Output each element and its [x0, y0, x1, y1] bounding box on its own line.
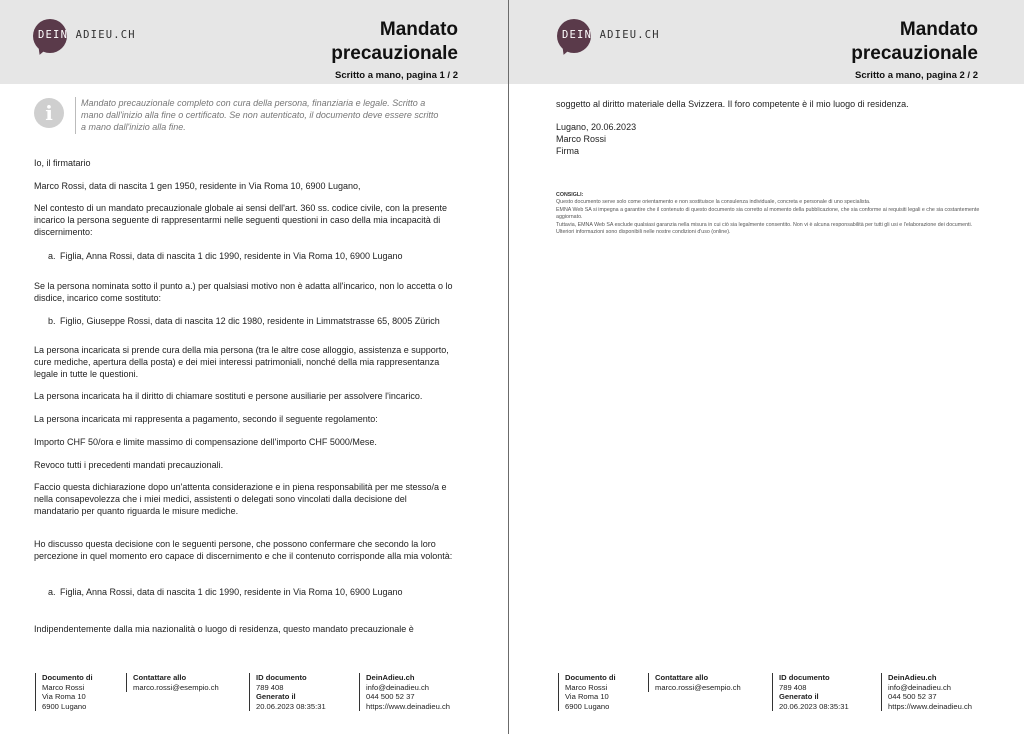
- logo-text-right: ADIEU.CH: [599, 29, 660, 41]
- person-text: Marco Rossi, data di nascita 1 gen 1950, residente in Via Roma 10, 6900 Lugano,: [34, 181, 361, 191]
- substitute-text: Se la persona nominata sotto il punto a.) per qualsiasi motivo non è adatta all'incarico, non lo accetta o lo disdice, incarico come sostituto:: [34, 281, 453, 304]
- tips-line: Tuttavia, EMNA Web SA esclude qualsiasi garanzia nella misura in cui ciò sia legalmente consentito. Non vi è alcuna responsabilità per tutti gli usi e l'elaborazione dei documenti. Ulteriori informazioni sono disponibili nelle nostre condizioni d'uso (online).: [556, 221, 973, 236]
- list-item-text: Figlia, Anna Rossi, data di nascita 1 dic 1990, residente in Via Roma 10, 6900 Lugano: [60, 587, 403, 597]
- care-text: La persona incaricata si prende cura della mia persona (tra le altre cose alloggio, assistenza e supporto, cure mediche, apertura della posta) e dei miei interessi patrimoniali, nonché della mia rappresentanza legale in tutte le questioni.: [34, 345, 449, 380]
- continuation-text: soggetto al diritto materiale della Svizzera. Il foro competente è il mio luogo di residenza.: [556, 99, 909, 109]
- revoke-text: Revoco tutti i precedenti mandati precauzionali.: [34, 460, 224, 470]
- info-icon: i: [34, 98, 64, 128]
- list-marker: a.: [48, 587, 56, 597]
- footer-value: Via Roma 10: [565, 692, 609, 702]
- amount-text: Importo CHF 50/ora e limite massimo di compensazione dell'importo CHF 5000/Mese.: [34, 437, 377, 447]
- document-title: [331, 18, 458, 66]
- page-header: [509, 0, 1024, 84]
- page-footer: [509, 673, 1024, 723]
- logo-text-right: ADIEU.CH: [75, 29, 136, 41]
- tips-line: EMNA Web SA si impegna a garantire che il contenuto di questo documento sia corretto al momento della pubblicazione, che sia conforme ai requisiti legali e che sia costantemente aggiornato.: [556, 206, 980, 221]
- list-item-a: [48, 250, 478, 262]
- footer-value: Marco Rossi: [42, 682, 85, 692]
- declaration-text: Faccio questa dichiarazione dopo un'attenta considerazione e in piena responsabilità per me stesso/a e nella consapevolezza che i miei medici, assistenti o delegati sono vincolati dalla decisione del mandatario per quanto riguarda le misure mediche.: [34, 482, 447, 517]
- footer-email-link[interactable]: marco.rossi@esempio.ch: [655, 682, 741, 692]
- footer-label: Generato il: [779, 692, 819, 702]
- nationality-text: Indipendentemente dalla mia nazionalità o luogo di residenza, questo mandato precauzionale è: [34, 624, 414, 634]
- document-title: [851, 18, 978, 66]
- footer-label: DeinAdieu.ch: [888, 673, 937, 682]
- title-line-2: precauzionale: [851, 43, 978, 64]
- footer-document-id: [772, 673, 849, 711]
- footer-company: [881, 673, 972, 711]
- footer-email-link[interactable]: marco.rossi@esempio.ch: [133, 682, 219, 692]
- footer-label: Contattare allo: [133, 673, 187, 682]
- footer-value: Marco Rossi: [565, 682, 608, 692]
- logo-text: [38, 29, 136, 41]
- footer-email-link[interactable]: info@deinadieu.ch: [888, 682, 952, 692]
- list-marker: b.: [48, 316, 56, 326]
- tips-box: [556, 192, 981, 236]
- info-note: Mandato precauzionale completo con cura della persona, finanziaria e legale. Scritto a mano dall'inizio alla fine o certificato. Se non autenticato, il documento deve essere scritto a mano dall'inizio alla fine.: [75, 97, 445, 134]
- list-item-witness: [48, 586, 478, 598]
- tips-line: Questo documento serve solo come orientamento e non sostituisce la consulenza individuale, concreta e personale di uno specialista.: [556, 199, 871, 206]
- footer-contact: [126, 673, 219, 692]
- footer-value: 6900 Lugano: [565, 701, 610, 711]
- logo-text-left: DEIN: [562, 29, 593, 41]
- footer-label: Contattare allo: [655, 673, 709, 682]
- discussed-text: Ho discusso questa decisione con le seguenti persone, che possono confermare che secondo la loro percezione in quel momento ero capace di discernimento e che il contenuto corrisponde alla mia volontà:: [34, 539, 453, 562]
- footer-contact: [648, 673, 741, 692]
- footer-label: ID documento: [779, 673, 830, 682]
- page-subtitle: Scritto a mano, pagina 2 / 2: [854, 70, 978, 81]
- payment-text: La persona incaricata mi rappresenta a pagamento, secondo il seguente regolamento:: [34, 414, 378, 424]
- title-line-2: precauzionale: [331, 43, 458, 64]
- logo-text: [562, 29, 660, 41]
- list-item-b: [48, 315, 478, 327]
- list-marker: a.: [48, 251, 56, 261]
- intro-text: Io, il firmatario: [34, 158, 91, 168]
- page-subtitle: Scritto a mano, pagina 1 / 2: [334, 70, 458, 81]
- signer-name: Marco Rossi: [556, 134, 607, 144]
- rights-text: La persona incaricata ha il diritto di chiamare sostituti e persone ausiliarie per assolvere l'incarico.: [34, 391, 423, 401]
- footer-email-link[interactable]: info@deinadieu.ch: [366, 682, 430, 692]
- tips-heading: CONSIGLI:: [556, 192, 584, 198]
- footer-value: 789 408: [256, 682, 284, 692]
- footer-label: ID documento: [256, 673, 307, 682]
- footer-document-of: [558, 673, 616, 711]
- footer-value: 044 500 52 37: [888, 692, 937, 702]
- page-header: [0, 0, 508, 84]
- page-2: [509, 0, 1024, 734]
- signature-label: Firma: [556, 146, 579, 156]
- footer-value: 044 500 52 37: [366, 692, 415, 702]
- footer-value: 20.06.2023 08:35:31: [779, 701, 849, 711]
- footer-website-link[interactable]: https://www.deinadieu.ch: [366, 701, 451, 711]
- footer-value: 6900 Lugano: [42, 701, 87, 711]
- footer-company: [359, 673, 450, 711]
- context-text: Nel contesto di un mandato precauzionale globale ai sensi dell'art. 360 ss. codice civile, con la presente incarico la persona seguente di rappresentarmi nelle seguenti questioni in caso della mia incapacità di discernimento:: [34, 203, 447, 238]
- footer-website-link[interactable]: https://www.deinadieu.ch: [888, 701, 973, 711]
- footer-label: Generato il: [256, 692, 296, 702]
- footer-value: Via Roma 10: [42, 692, 86, 702]
- page-footer: [0, 673, 508, 723]
- logo-text-left: DEIN: [38, 29, 69, 41]
- footer-label: DeinAdieu.ch: [366, 673, 415, 682]
- title-line-1: Mandato: [899, 19, 978, 40]
- title-line-1: Mandato: [379, 19, 458, 40]
- footer-value: 20.06.2023 08:35:31: [256, 701, 326, 711]
- page-1: [0, 0, 508, 734]
- footer-document-id: [249, 673, 326, 711]
- footer-document-of: [35, 673, 93, 711]
- footer-value: 789 408: [779, 682, 807, 692]
- list-item-text: Figlio, Giuseppe Rossi, data di nascita 12 dic 1980, residente in Limmatstrasse 65, 8005 Zürich: [60, 316, 440, 326]
- footer-label: Documento di: [565, 673, 616, 682]
- list-item-text: Figlia, Anna Rossi, data di nascita 1 dic 1990, residente in Via Roma 10, 6900 Lugano: [60, 251, 403, 261]
- place-date: Lugano, 20.06.2023: [556, 122, 637, 132]
- footer-label: Documento di: [42, 673, 93, 682]
